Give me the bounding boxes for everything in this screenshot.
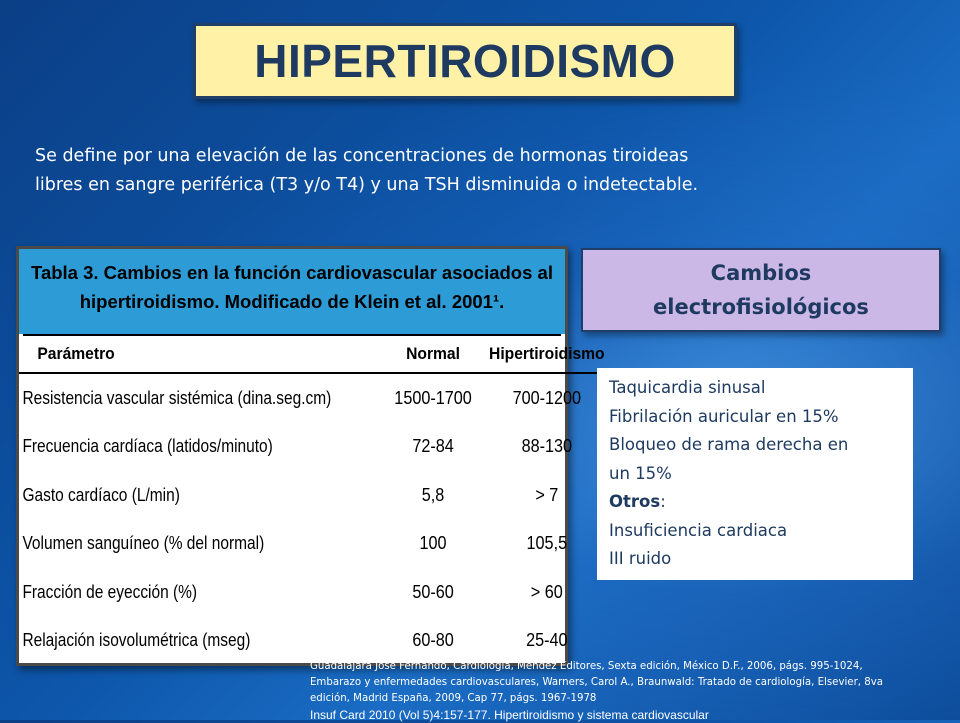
table-caption xyxy=(19,249,565,334)
references xyxy=(310,659,950,723)
row-hyper: > 7 xyxy=(535,484,559,505)
row-hyper: > 60 xyxy=(531,581,564,602)
definition-line-1: Se define por una elevación de las concentraciones de hormonas tiroideas xyxy=(35,146,689,166)
row-parameter: Fracción de eyección (%) xyxy=(22,581,198,602)
list-item: Taquicardia sinusal xyxy=(609,378,766,397)
row-normal: 5,8 xyxy=(421,484,445,505)
table-row xyxy=(19,617,614,666)
header-hyperthyroidism: Hipertiroidismo xyxy=(486,336,609,373)
electrophysiology-list xyxy=(597,368,913,580)
row-parameter: Gasto cardíaco (L/min) xyxy=(22,484,180,505)
cardiovascular-table xyxy=(19,336,614,665)
reference-line: Insuf Card 2010 (Vol 5)4:157-177. Hipertiroidismo y sistema cardiovascular xyxy=(310,708,709,722)
electrophysiology-heading-box xyxy=(581,248,941,332)
page-title: HIPERTIROIDISMO xyxy=(254,35,676,87)
reference-line: Embarazo y enfermedades cardiovasculares, Warners, Carol A., Braunwald: Tratado de cardiología, Elsevier, 8va xyxy=(310,677,883,688)
row-parameter: Volumen sanguíneo (% del normal) xyxy=(22,533,265,554)
header-parameter: Parámetro xyxy=(34,336,372,373)
header-normal: Normal xyxy=(390,336,477,373)
table-row xyxy=(19,520,614,569)
list-item: Insuficiencia cardiaca xyxy=(609,520,788,540)
row-normal: 100 xyxy=(419,533,447,554)
table-caption-line-2: hipertiroidismo. Modificado de Klein et al. 2001¹. xyxy=(79,291,505,312)
table-row xyxy=(19,373,614,423)
heading-line-2: electrofisiológicos xyxy=(653,295,869,319)
others-label: Otros xyxy=(609,492,661,511)
table-row xyxy=(19,423,614,472)
row-normal: 72-84 xyxy=(412,436,454,457)
list-item: un 15% xyxy=(609,463,672,483)
row-normal: 60-80 xyxy=(412,630,454,651)
definition-text xyxy=(35,142,795,200)
table-header-row xyxy=(19,336,614,373)
table-row xyxy=(19,568,614,617)
row-parameter: Frecuencia cardíaca (latidos/minuto) xyxy=(22,436,273,457)
heading-line-1: Cambios xyxy=(710,261,812,285)
row-normal: 50-60 xyxy=(412,581,454,602)
cardiovascular-table-image xyxy=(16,246,605,666)
row-parameter: Resistencia vascular sistémica (dina.seg.cm) xyxy=(22,387,332,408)
row-hyper: 700-1200 xyxy=(512,387,582,408)
table-caption-line-1: Tabla 3. Cambios en la función cardiovascular asociados al xyxy=(31,262,553,283)
definition-line-2: libres en sangre periférica (T3 y/o T4) y una TSH disminuida o indetectable. xyxy=(35,175,699,195)
title-banner xyxy=(193,23,737,99)
reference-line: Guadalajara José Fernando, Cardiología, Méndez Editores, Sexta edición, México D.F., 2006, págs. 995-1024, xyxy=(310,661,863,672)
table-row xyxy=(19,471,614,520)
row-parameter: Relajación isovolumétrica (mseg) xyxy=(22,630,251,651)
electrophysiology-heading xyxy=(653,256,869,324)
row-hyper: 25-40 xyxy=(526,630,568,651)
row-hyper: 88-130 xyxy=(521,436,573,457)
list-item: Bloqueo de rama derecha en xyxy=(609,435,849,454)
reference-line: edición, Madrid España, 2009, Cap 77, págs. 1967-1978 xyxy=(310,693,597,704)
row-normal: 1500-1700 xyxy=(394,387,472,408)
list-item: Fibrilación auricular en 15% xyxy=(609,406,839,426)
others-colon: : xyxy=(660,492,666,511)
list-item: III ruido xyxy=(609,549,672,568)
row-hyper: 105,5 xyxy=(526,533,568,554)
others-label-line xyxy=(609,488,901,517)
